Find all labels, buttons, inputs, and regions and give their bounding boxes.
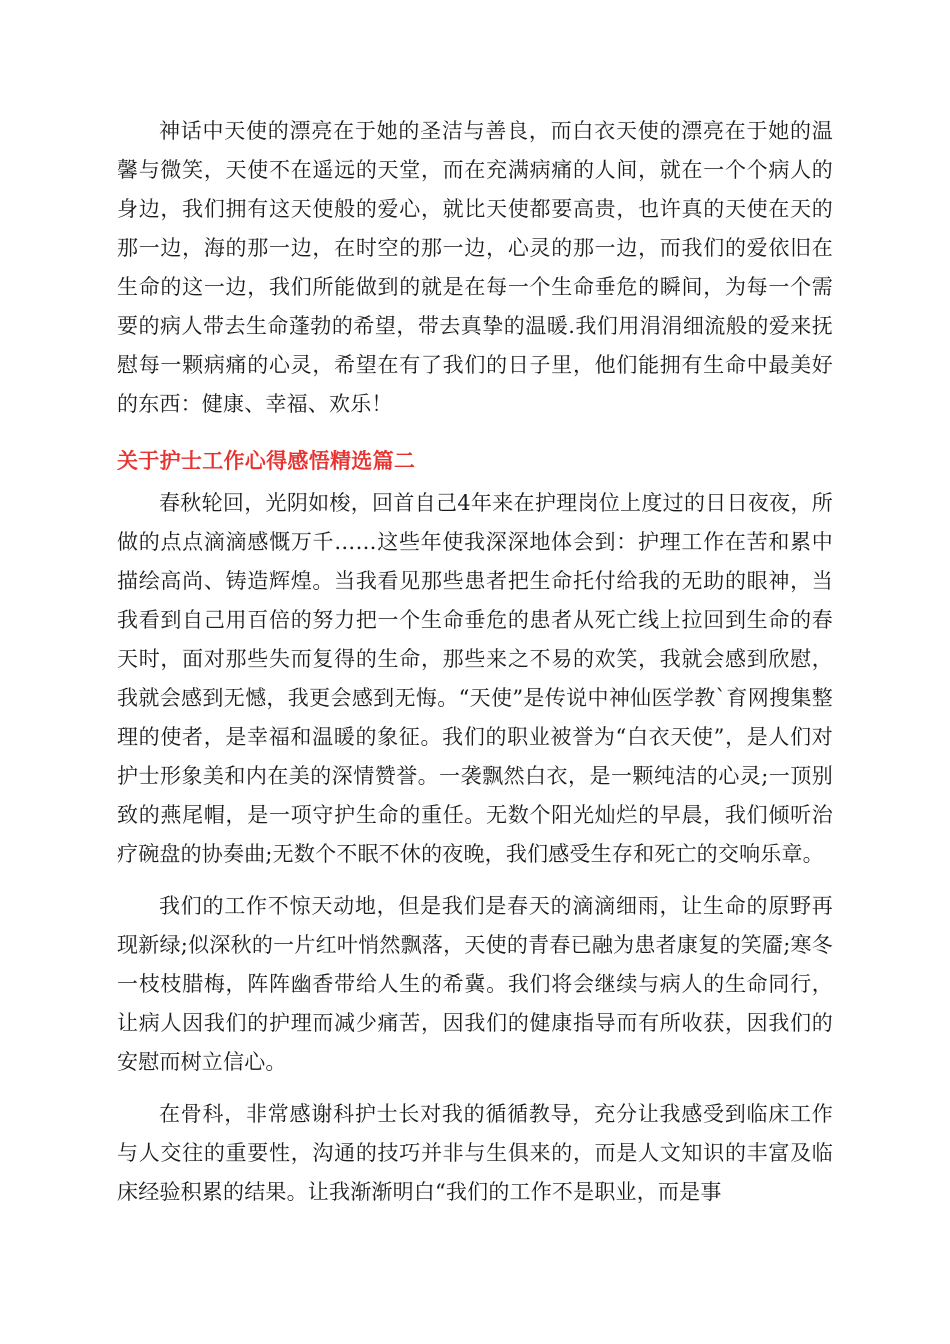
paragraph-1: 神话中天使的漂亮在于她的圣洁与善良，而白衣天使的漂亮在于她的温馨与微笑，天使不在遥远的天堂，而在充满病痛的人间，就在一个个病人的身边，我们拥有这天使般的爱心，就比天使都要高贵，也许真的天使在天的那一边，海的那一边，在时空的那一边，心灵的那一边，而我们的爱依旧在生命的这一边，我们所能做到的就是在每一个生命垂危的瞬间，为每一个需要的病人带去生命蓬勃的希望，带去真挚的温暖.我们用涓涓细流般的爱来抚慰每一颗病痛的心灵，希望在有了我们的日子里，他们能拥有生命中最美好的东西：健康、幸福、欢乐！	[117, 119, 833, 416]
paragraph-2: 春秋轮回，光阴如梭，回首自己4年来在护理岗位上度过的日日夜夜，所做的点点滴滴感慨万千……这些年使我深深地体会到：护理工作在苦和累中描绘高尚、铸造辉煌。当我看见那些患者把生命托付给我的无助的眼神，当我看到自己用百倍的努力把一个生命垂危的患者从死亡线上拉回到生命的春天时，面对那些失而复得的生命，那些来之不易的欢笑，我就会感到欣慰，我就会感到无憾，我更会感到无悔。“天使”是传说中神仙医学教`育网搜集整理的使者，是幸福和温暖的象征。我们的职业被誉为“白衣天使”，是人们对护士形象美和内在美的深情赞誉。一袭飘然白衣，是一颗纯洁的心灵;一顶别致的燕尾帽，是一项守护生命的重任。无数个阳光灿烂的早晨，我们倾听治疗碗盘的协奏曲;无数个不眠不休的夜晚，我们感受生存和死亡的交响乐章。	[117, 491, 833, 866]
section-heading: 关于护士工作心得感悟精选篇二	[117, 449, 416, 473]
paragraph-3: 我们的工作不惊天动地，但是我们是春天的滴滴细雨，让生命的原野再现新绿;似深秋的一片红叶悄然飘落，天使的青春已融为患者康复的笑靥;寒冬一枝枝腊梅，阵阵幽香带给人生的希冀。我们将会继续与病人的生命同行，让病人因我们的护理而减少痛苦，因我们的健康指导而有所收获，因我们的安慰而树立信心。	[117, 894, 833, 1074]
paragraph-4: 在骨科，非常感谢科护士长对我的循循教导，充分让我感受到临床工作与人交往的重要性，沟通的技巧并非与生俱来的，而是人文知识的丰富及临床经验积累的结果。让我渐渐明白“我们的工作不是职业，而是事	[117, 1102, 833, 1204]
document-body	[117, 112, 833, 1212]
